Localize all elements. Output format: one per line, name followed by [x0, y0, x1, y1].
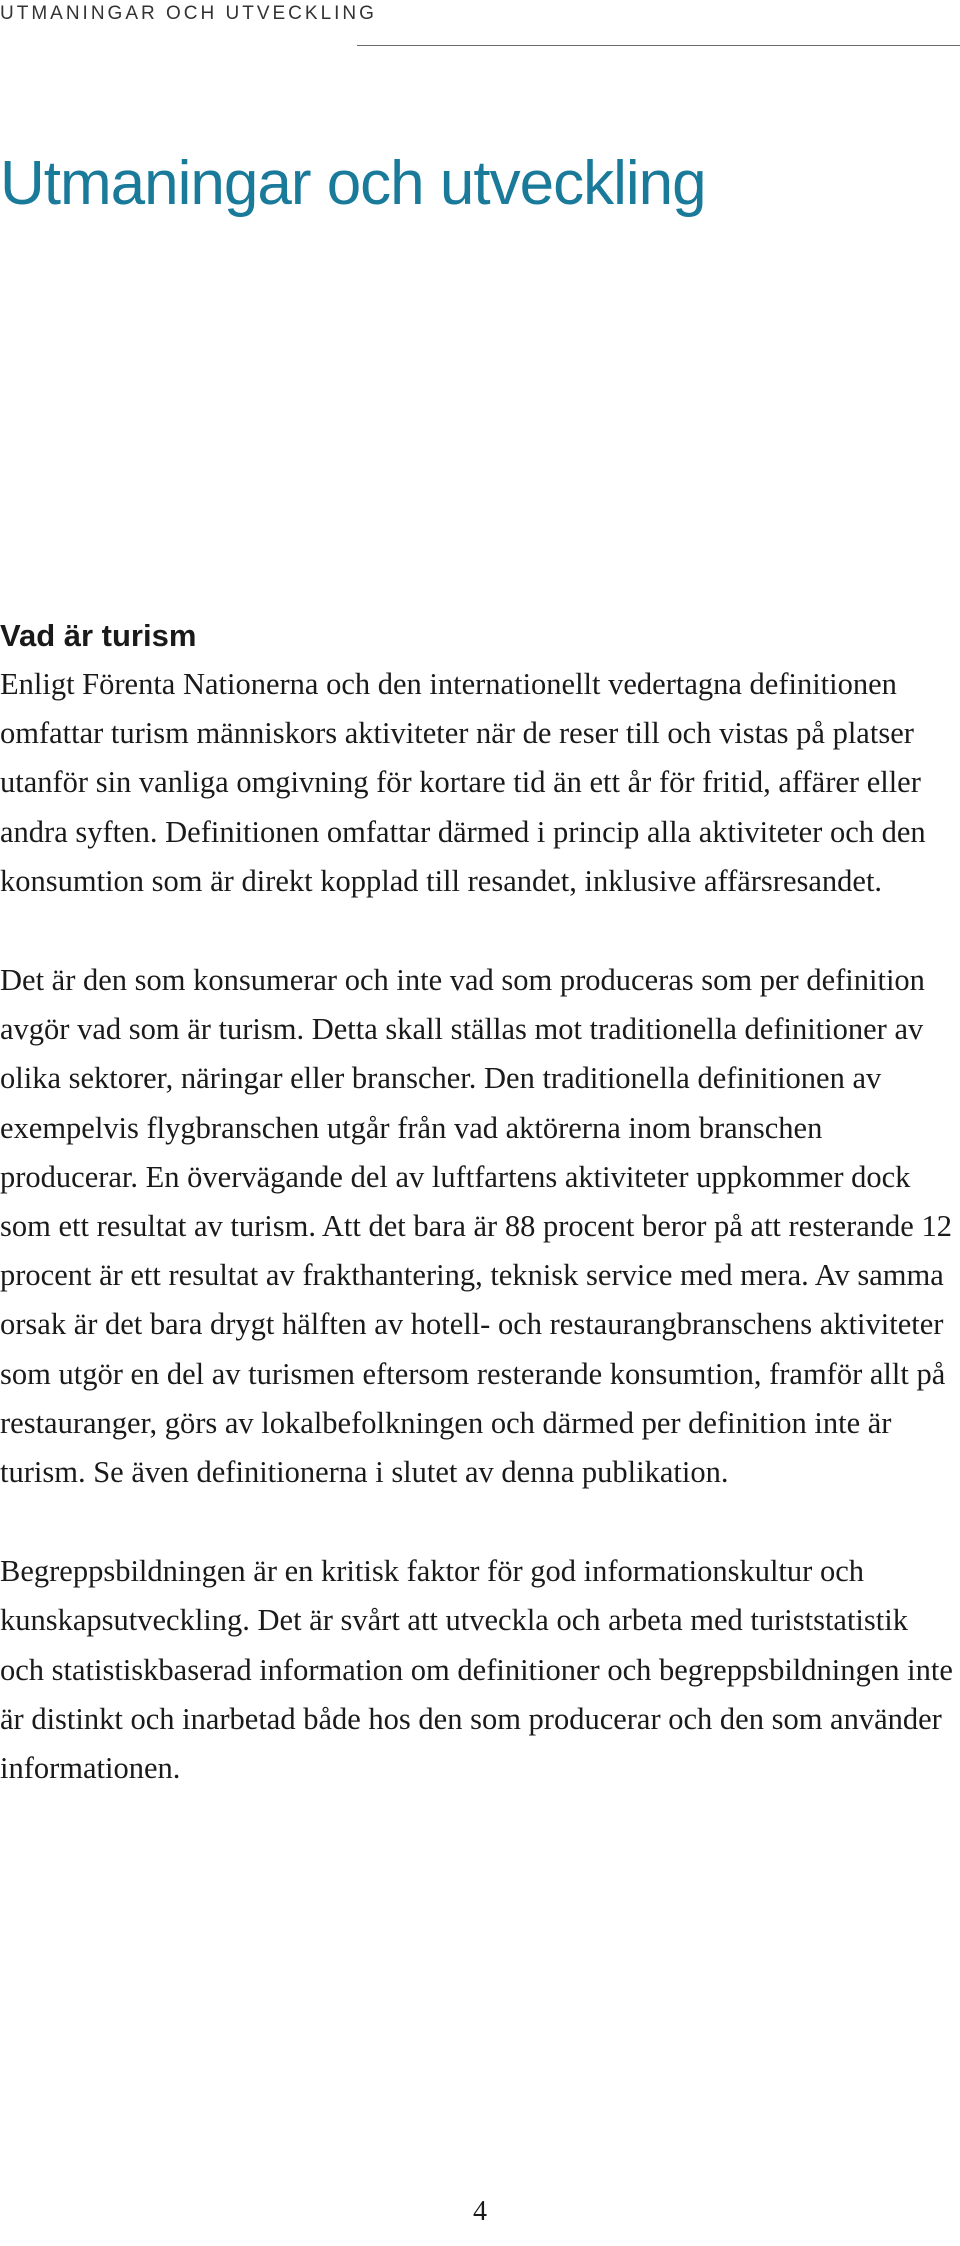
- paragraph-concepts: Begreppsbildningen är en kritisk faktor för god informationskultur och kunskapsutveckling. Det är svårt att utveckla och arbeta med turiststatistik och statistiskbaserad information om definitioner och begreppsbildningen inte är distinkt och inarbetad både hos den som producerar och den som använder informationen.: [0, 1554, 953, 1786]
- chapter-title: Utmaningar och utveckling: [0, 149, 706, 218]
- running-header: UTMANINGAR OCH UTVECKLING: [0, 3, 377, 24]
- paragraph-definition: Enligt Förenta Nationerna och den internationellt vedertagna definitionen omfattar turism människors aktiviteter när de reser till och vistas på platser utanför sin vanliga omgivning för kortare tid än ett år för fritid, affärer eller andra syften. Definitionen omfattar därmed i princip alla aktiviteter och den konsumtion som är direkt kopplad till resandet, inklusive affärsresandet.: [0, 667, 926, 898]
- header-rule: [357, 45, 960, 46]
- page-number: 4: [473, 2196, 487, 2227]
- body-content: [0, 612, 955, 1843]
- paragraph-consumption: Det är den som konsumerar och inte vad som produceras som per definition avgör vad som är turism. Detta skall ställas mot traditionella definitioner av olika sektorer, näringar eller branscher. Den traditionella definitionen av exempelvis flygbranschen utgår från vad aktörerna inom branschen producerar. En övervägande del av luftfartens aktiviteter uppkommer dock som ett resultat av turism. Att det bara är 88 procent beror på att resterande 12 procent är ett resultat av frakthantering, teknisk service med mera. Av samma orsak är det bara drygt hälften av hotell- och restaurangbranschens aktiviteter som utgör en del av turismen eftersom resterande konsumtion, framför allt på restauranger, görs av lokalbefolkningen och därmed per definition inte är turism. Se även definitionerna i slutet av denna publikation.: [0, 963, 952, 1490]
- section-heading: Vad är turism: [0, 618, 197, 653]
